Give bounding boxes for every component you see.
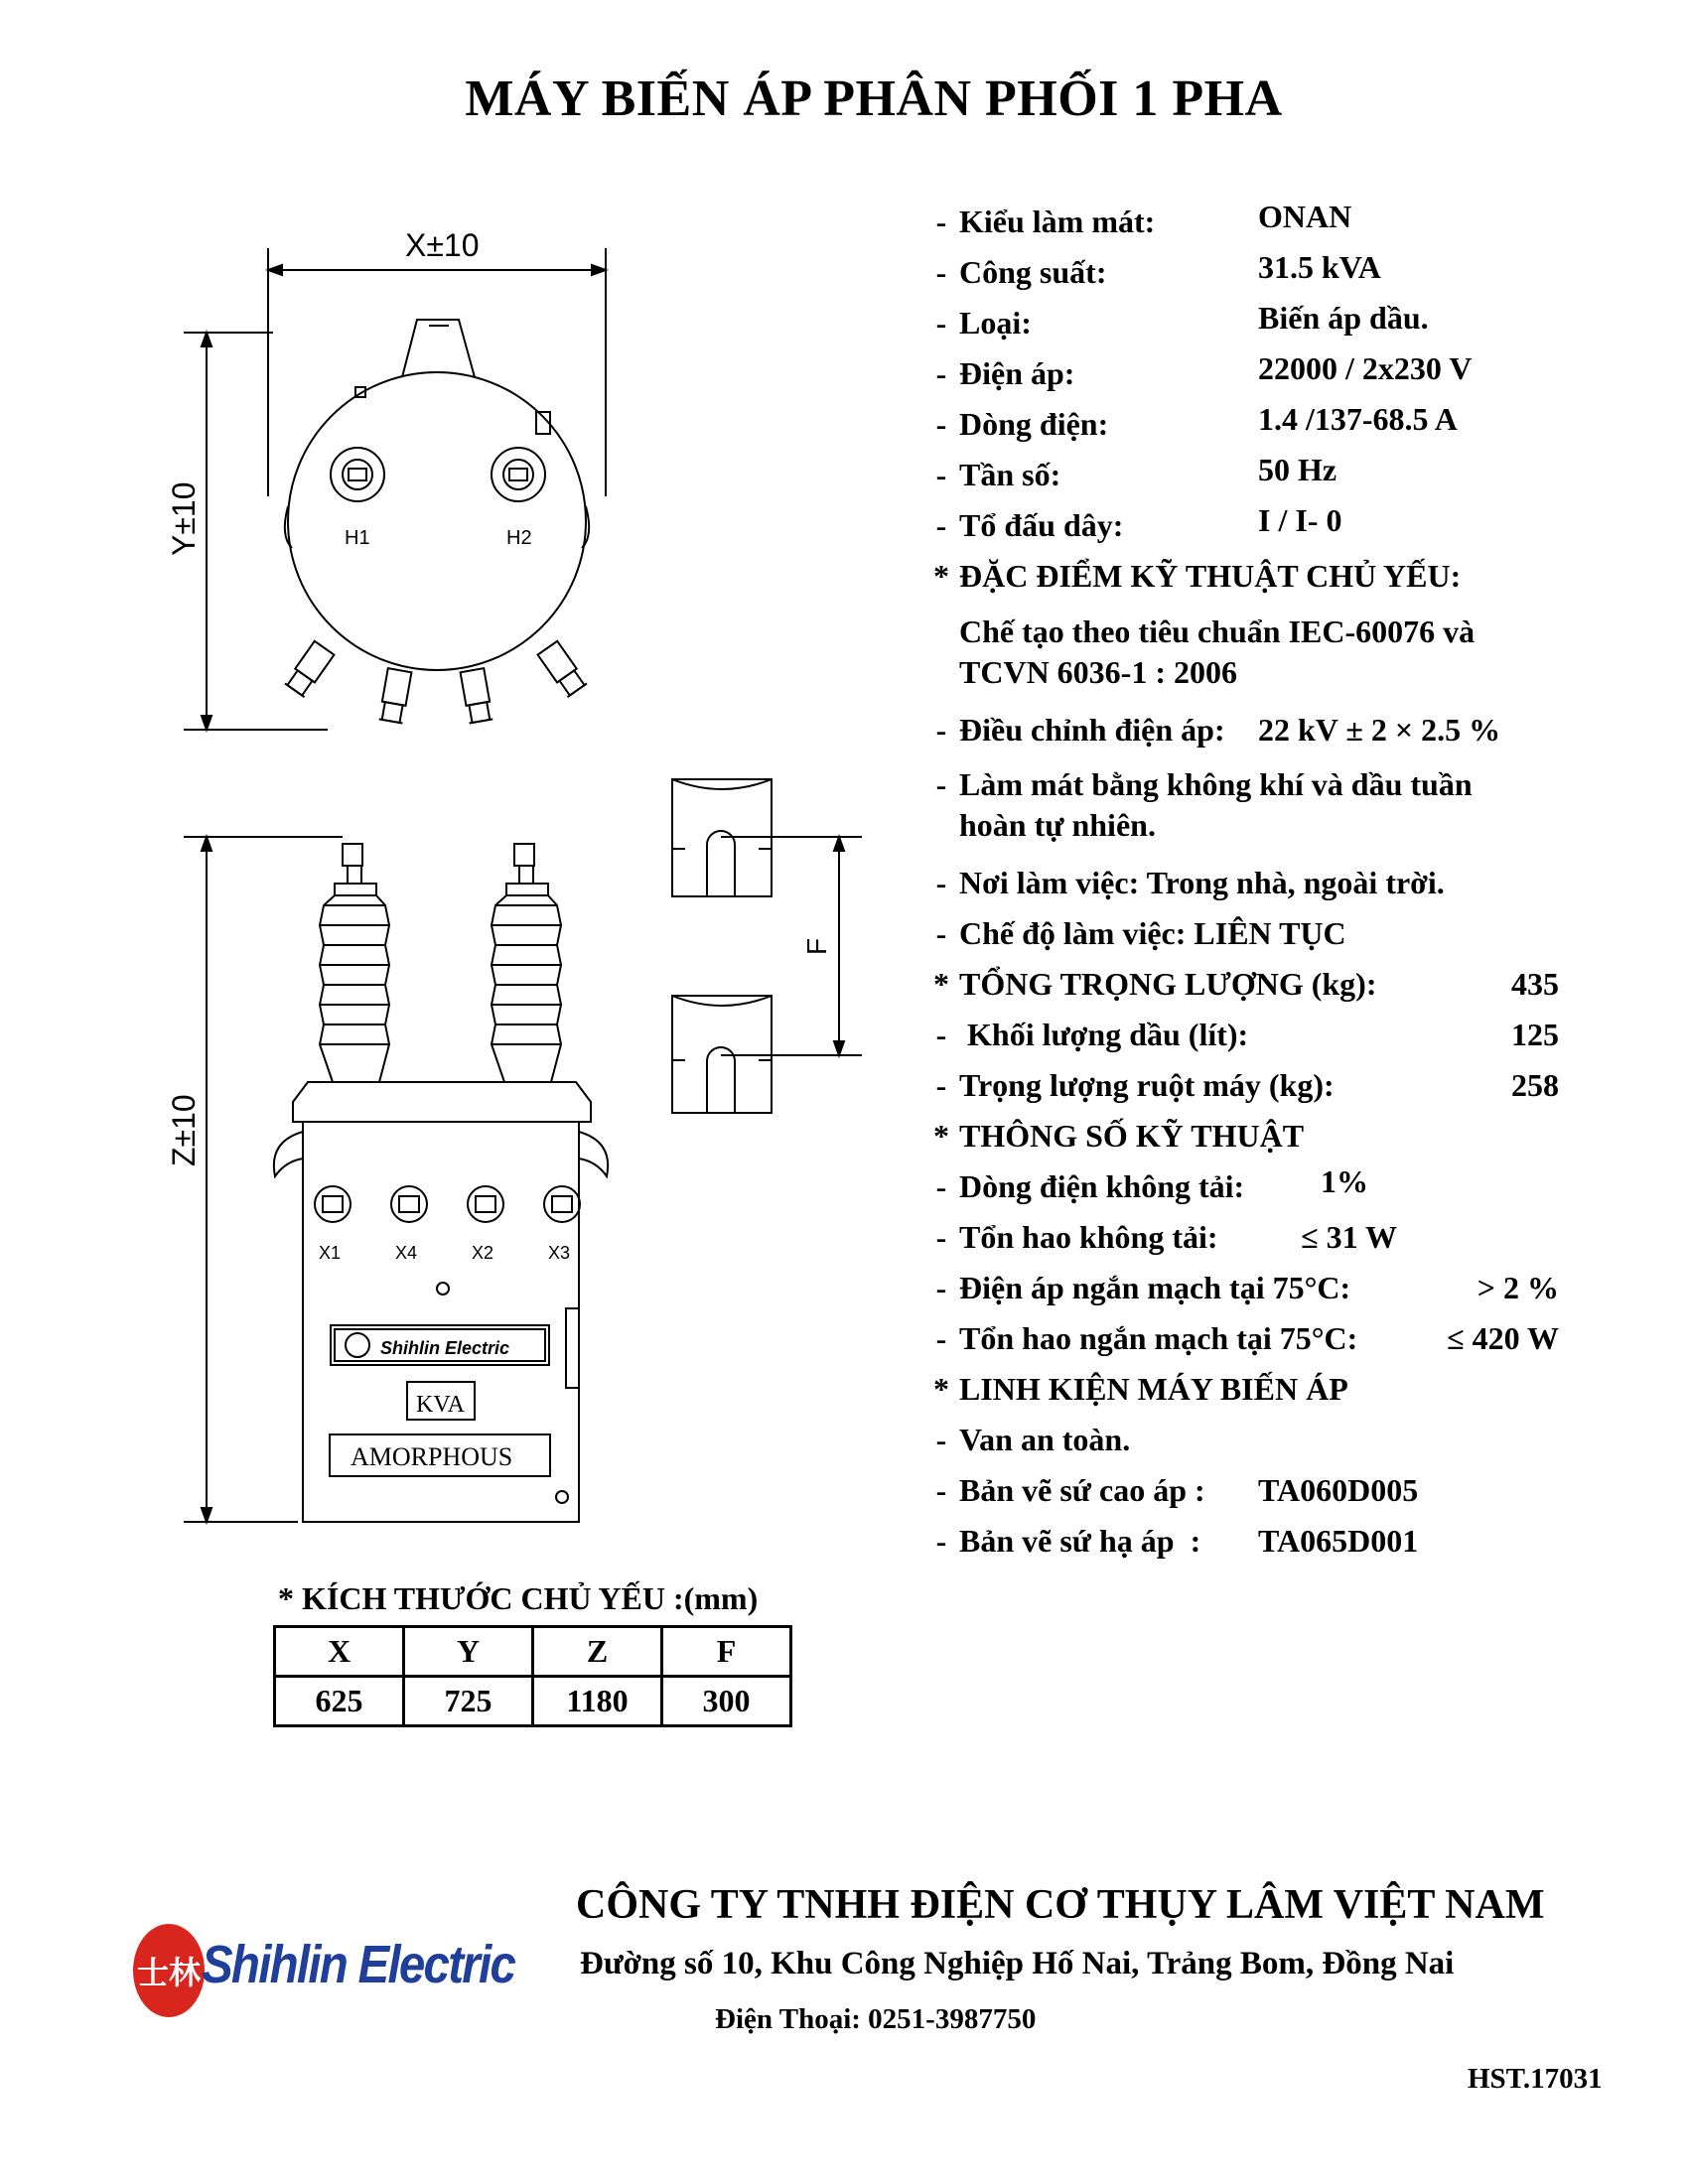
logo-text: Shihlin Electric (202, 1935, 515, 1994)
table-cell: 300 (662, 1677, 791, 1726)
spec-vector-group: - Tổ đấu dây: I / I- 0 (935, 502, 1342, 543)
spec-hv-bushing-drawing: - Bản vẽ sứ cao áp : TA060D005 (935, 1472, 1419, 1508)
terminal-x1: X1 (319, 1243, 342, 1263)
spec-duty: - Chế độ làm việc: LIÊN TỤC (935, 915, 1346, 951)
nameplate-logo-icon (346, 1333, 369, 1357)
spec-current: - Dòng điện: 1.4 /137-68.5 A (935, 401, 1458, 442)
dim-f-label: F (801, 937, 832, 955)
company-name: CÔNG TY TNHH ĐIỆN CƠ THỤY LÂM VIỆT NAM (576, 1882, 1545, 1928)
terminal-x2: X2 (472, 1243, 494, 1263)
nameplate-brand: Shihlin Electric (380, 1338, 510, 1358)
spec-standard-line2: TCVN 6036-1 : 2006 (959, 654, 1237, 690)
company-address: Đường số 10, Khu Công Nghiệp Hố Nai, Trảng Bom, Đồng Nai (580, 1946, 1455, 1981)
document-code: HST.17031 (1468, 2063, 1603, 2095)
spec-core-weight: - Trọng lượng ruột máy (kg): 258 (935, 1067, 1559, 1103)
table-cell: 625 (275, 1677, 404, 1726)
spec-no-load-current: - Dòng điện không tải: 1% (935, 1163, 1368, 1204)
table-cell: 1180 (533, 1677, 662, 1726)
table-header-cell: X (275, 1627, 404, 1677)
spec-cooling-desc-line1: - Làm mát bằng không khí và dầu tuần (935, 766, 1473, 802)
spec-safety-valve: - Van an toàn. (935, 1422, 1131, 1457)
spec-voltage: - Điện áp: 22000 / 2x230 V (935, 350, 1473, 391)
spec-no-load-loss: - Tổn hao không tải: ≤ 31 W (935, 1219, 1397, 1255)
spec-cooling: - Kiểu làm mát: ONAN (935, 199, 1352, 239)
table-row (275, 1677, 791, 1726)
table-cell: 725 (404, 1677, 533, 1726)
rating-plate: KVA (416, 1392, 465, 1418)
spec-load-loss: - Tổn hao ngắn mạch tại 75°C: ≤ 420 W (935, 1320, 1559, 1356)
section-technical-params: * THÔNG SỐ KỸ THUẬT (933, 1118, 1305, 1154)
logo-mark: 士林 (136, 1954, 202, 1991)
lv-bushings (315, 1186, 580, 1222)
page-title: MÁY BIẾN ÁP PHÂN PHỐI 1 PHA (465, 70, 1283, 127)
spec-cooling-desc-line2: hoàn tự nhiên. (959, 807, 1156, 843)
table-header-row (275, 1627, 791, 1677)
spec-type: - Loại: Biến áp dầu. (935, 300, 1429, 341)
terminal-h1: H1 (345, 527, 370, 549)
spec-frequency: - Tần số: 50 Hz (935, 452, 1337, 492)
spec-location: - Nơi làm việc: Trong nhà, ngoài trời. (935, 865, 1445, 900)
section-components: * LINH KIỆN MÁY BIẾN ÁP (933, 1371, 1348, 1407)
spec-oil-volume: - Khối lượng dầu (lít): 125 (935, 1017, 1559, 1052)
dimensions-table (273, 1625, 792, 1727)
shihlin-logo-icon (129, 1916, 209, 2025)
spec-impedance-voltage: - Điện áp ngắn mạch tại 75°C: > 2 % (935, 1270, 1559, 1305)
core-plate: AMORPHOUS (351, 1442, 513, 1471)
dim-z-label: Z±10 (166, 1094, 202, 1166)
company-phone: Điện Thoại: 0251-3987750 (715, 2003, 1037, 2035)
terminal-h2: H2 (506, 527, 532, 549)
table-header-cell: Z (533, 1627, 662, 1677)
front-view (184, 837, 608, 1522)
spec-power: - Công suất: 31.5 kVA (935, 249, 1381, 290)
dimensions-title: * KÍCH THƯỚC CHỦ YẾU :(mm) (278, 1580, 759, 1616)
terminal-x4: X4 (395, 1243, 418, 1263)
top-view (184, 248, 606, 730)
bracket-view (672, 779, 862, 1113)
dim-y-label: Y±10 (166, 481, 202, 556)
table-header-cell: Y (404, 1627, 533, 1677)
section-main-features: * ĐẶC ĐIỂM KỸ THUẬT CHỦ YẾU: (933, 558, 1462, 594)
spec-standard-line1: Chế tạo theo tiêu chuẩn IEC-60076 và (959, 614, 1476, 649)
spec-lv-bushing-drawing: - Bản vẽ sứ hạ áp : TA065D001 (935, 1523, 1419, 1559)
spec-voltage-regulation: - Điều chỉnh điện áp: 22 kV ± 2 × 2.5 % (935, 712, 1501, 748)
dim-x-label: X±10 (405, 227, 480, 263)
terminal-x3: X3 (548, 1243, 571, 1263)
table-header-cell: F (662, 1627, 791, 1677)
spec-total-weight: * TỔNG TRỌNG LƯỢNG (kg): 435 (933, 966, 1559, 1002)
